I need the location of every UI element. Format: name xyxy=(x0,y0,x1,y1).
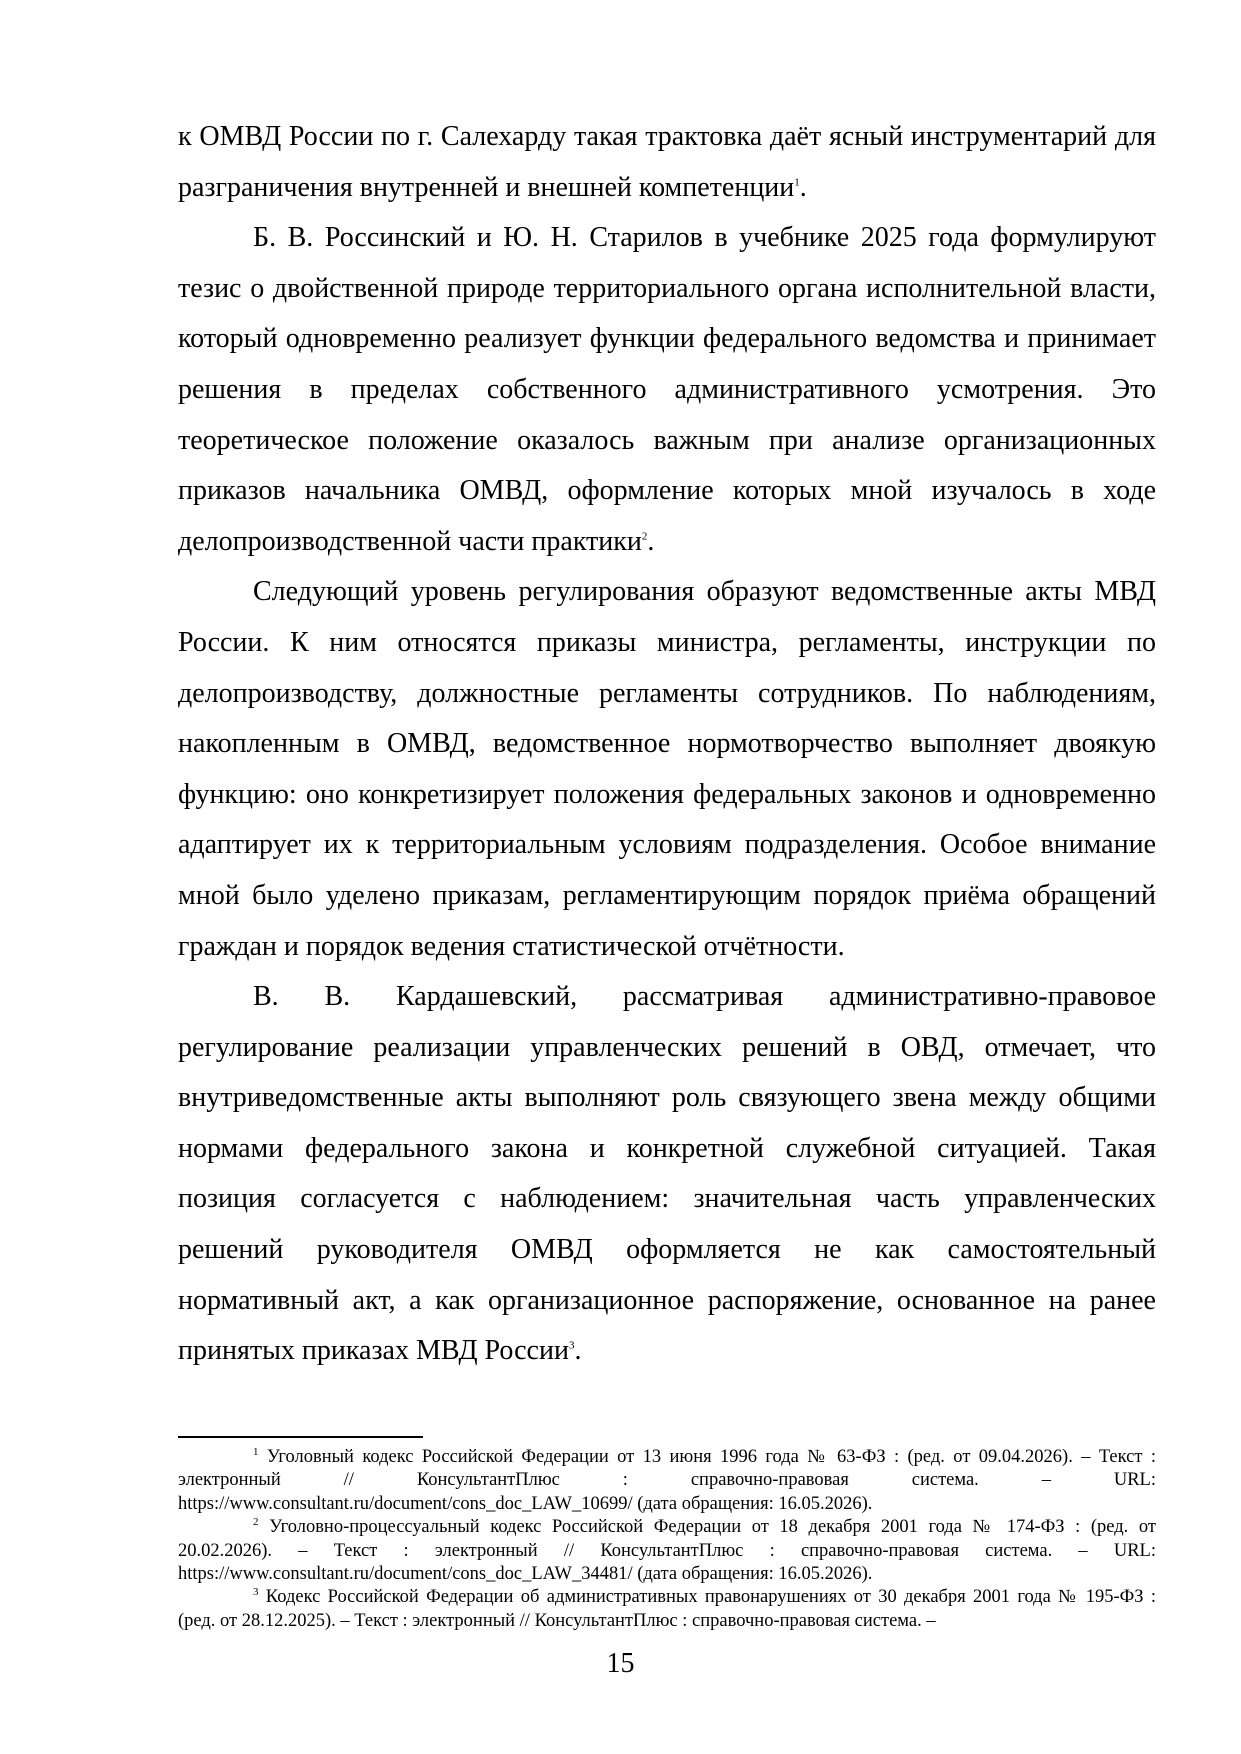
paragraph-departmental-acts: Следующий уровень регулирования образуют ведомственные акты МВД России. К ним относятся приказы министра, регламенты, инструкции по делопроизводству, должностные регламенты сотрудников. По наблюдениям, накопленным в ОМВД, ведомственное нормотворчество выполняет двоякую функцию: оно конкретизирует положения федеральных законов и одновременно адаптирует их к территориальным условиям подразделения. Особое внимание мной было уделено приказам, регламентирующим порядок приёма обращений граждан и порядок ведения статистической отчётности. xyxy=(178,576,1156,962)
footnote-1: $^1$ Уголовный кодекс Российской Федерации от 13 июня 1996 года № 63-ФЗ : (ред. от 09.04.2026). – Текст : электронный // КонсультантПлюс : справочно-правовая система. – URL: https://www.consultant.ru/document/cons_doc_LAW_10699/ (дата обращения: 16.05.2026). xyxy=(178,1445,1156,1514)
footnote-3: $^3$ Кодекс Российской Федерации об административных правонарушениях от 30 декабря 2001 года № 195-ФЗ : (ред. от 28.12.2025). – Текст : электронный // КонсультантПлюс : справочно-правовая система. – xyxy=(178,1586,1156,1631)
footnote-2: $^2$ Уголовно-процессуальный кодекс Российской Федерации от 18 декабря 2001 года № 174-ФЗ : (ред. от 20.02.2026). – Текст : электронный // КонсультантПлюс : справочно-правовая система. – URL: https://www.consultant.ru/document/cons_doc_LAW_34481/ (дата обращения: 16.05.2026). xyxy=(178,1516,1156,1585)
footnote-ref-2: 2 xyxy=(641,530,648,543)
footnote-number: 1 xyxy=(253,1445,259,1458)
footnote-number: 2 xyxy=(253,1516,259,1529)
footnote-ref-3: 3 xyxy=(568,1339,575,1352)
page-number: 15 xyxy=(606,1648,635,1679)
paragraph-continuation: к ОМВД России по г. Салехарду такая трактовка даёт ясный инструментарий для разграничения внутренней и внешней компетенции$^1$. xyxy=(178,121,1156,203)
paragraph-kardashevsky: В. В. Кардашевский, рассматривая административно-правовое регулирование реализации управленческих решений в ОВД, отмечает, что внутриведомственные акты выполняют роль связующего звена между общими нормами федерального закона и конкретной служебной ситуацией. Такая позиция согласуется с наблюдением: значительная часть управленческих решений руководителя ОМВД оформляется не как самостоятельный нормативный акт, а как организационное распоряжение, основанное на ранее принятых приказах МВД России$^3$. xyxy=(178,981,1156,1367)
footnote-number: 3 xyxy=(253,1586,259,1599)
document-body xyxy=(178,112,1156,1377)
footnote-separator xyxy=(178,1436,423,1438)
paragraph-rossinsky-starilov: Б. В. Россинский и Ю. Н. Старилов в учебнике 2025 года формулируют тезис о двойственной природе территориального органа исполнительной власти, который одновременно реализует функции федерального ведомства и принимает решения в пределах собственного административного усмотрения. Это теоретическое положение оказалось важным при анализе организационных приказов начальника ОМВД, оформление которых мной изучалось в ходе делопроизводственной части практики$^2$. xyxy=(178,222,1156,557)
footnotes-section xyxy=(178,1436,1156,1633)
footnote-ref-1: 1 xyxy=(794,176,800,189)
